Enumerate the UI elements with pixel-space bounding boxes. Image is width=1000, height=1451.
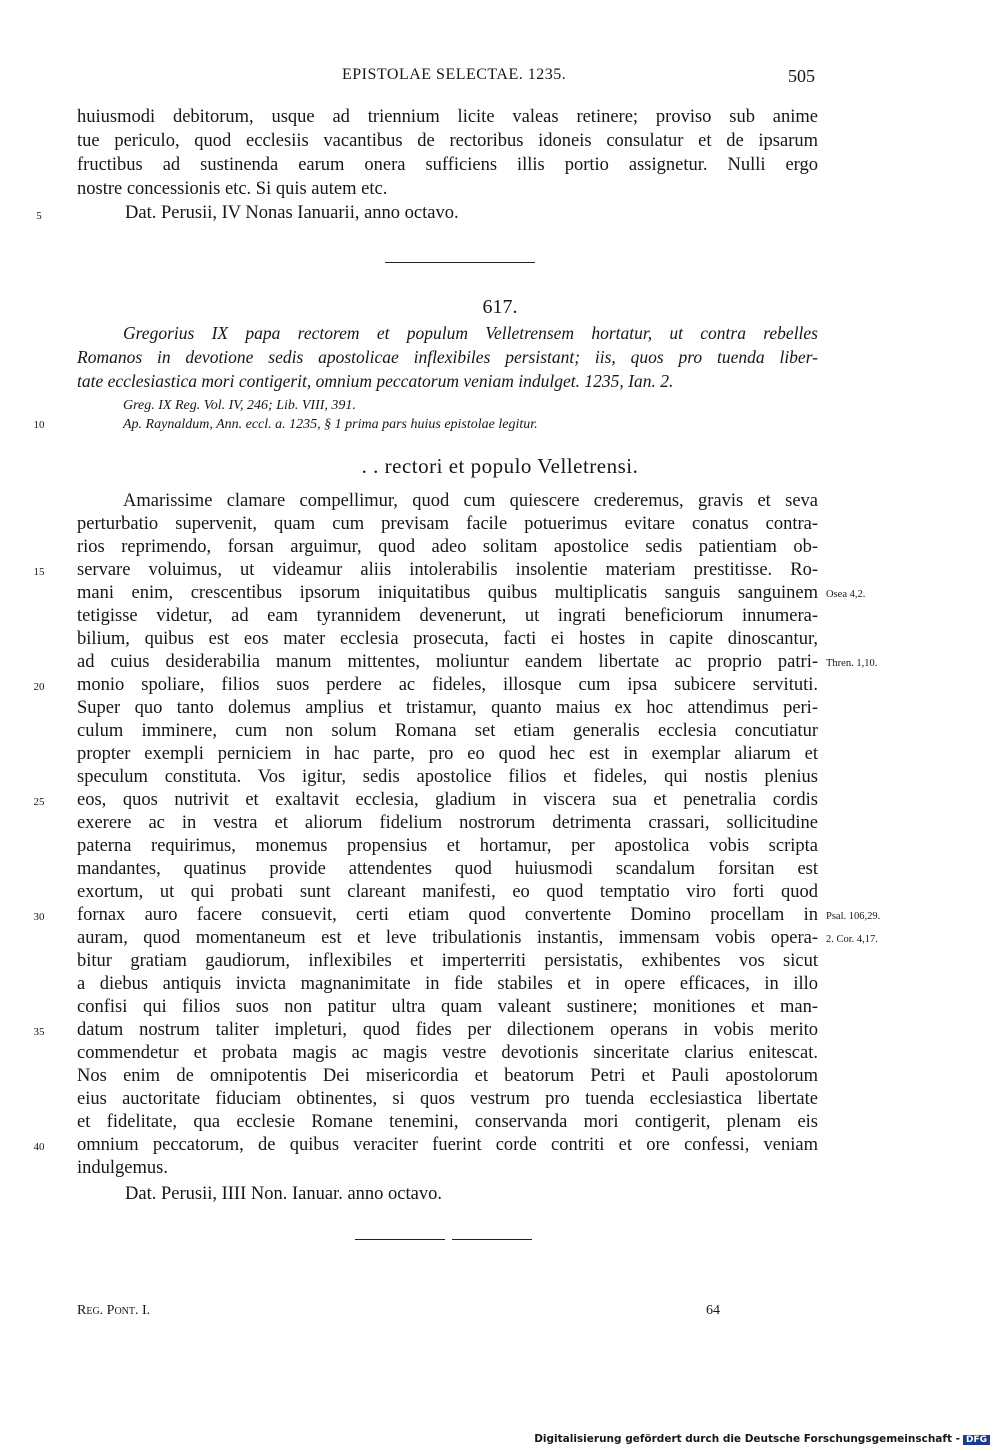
dat-line: Dat. Perusii, IV Nonas Ianuarii, anno octavo.: [125, 203, 459, 223]
body-line: Amarissime clamare compellimur, quod cum quiescere crederemus, gravis et seva: [123, 491, 818, 511]
letter-number: 617.: [482, 296, 518, 318]
body-line: servare voluimus, ut videamur aliis intolerabilis insolentie materiam prestitisse. Ro-: [77, 560, 818, 580]
credit-text: Digitalisierung gefördert durch die Deutsche Forschungsgemeinschaft -: [534, 1433, 960, 1445]
line-number: 40: [33, 1141, 45, 1153]
line-number: 10: [33, 419, 45, 431]
text-line: fructibus ad sustinenda earum onera sufficiens illis portio assignetur. Nulli ergo: [77, 155, 818, 175]
body-line: culum imminere, cum non solum Romana set etiam generalis ecclesia concutiatur: [77, 721, 818, 741]
source-line: Greg. IX Reg. Vol. IV, 246; Lib. VIII, 391.: [123, 398, 356, 413]
body-line: fornax auro facere consuevit, certi etiam quod convertente Domino procellam in: [77, 905, 818, 925]
body-line: exortum, ut qui probati sunt clareant manifesti, eo quod temptatio viro forti quod: [77, 882, 818, 902]
divider: [452, 1239, 532, 1240]
body-line: omnium peccatorum, de quibus veraciter fuerint corde contriti et ore confessi, veniam: [77, 1135, 818, 1155]
marginal-reference: Psal. 106,29.: [826, 911, 881, 922]
body-line: indulgemus.: [77, 1158, 168, 1178]
body-line: monio spoliare, filios suos perdere ac fideles, illosque cum ipsa subicere servituti.: [77, 675, 818, 695]
body-line: bilium, quibus est eos mater ecclesia prosecuta, facti ei hostes in capite dinoscantur,: [77, 629, 818, 649]
text-line: tue periculo, quod ecclesiis vacantibus de rectoribus idoneis consulatur et de ipsarum: [77, 131, 818, 151]
body-line: speculum constituta. Vos igitur, sedis apostolice filios et fideles, qui nostis plenius: [77, 767, 818, 787]
summary-line: Romanos in devotione sedis apostolicae inflexibiles persistant; iis, quos pro tuenda liber-: [77, 347, 818, 367]
running-title: EPISTOLAE SELECTAE. 1235.: [342, 66, 567, 83]
sheet-number: 64: [706, 1303, 720, 1318]
body-line: paterna requirimus, monemus propensius et hortamur, per apostolica vobis scripta: [77, 836, 818, 856]
body-line: rios reprimendo, forsan arguimur, quod adeo solitam apostolice sedis patientiam ob-: [77, 537, 818, 557]
body-line: tetigisse videtur, ad eam tyrannidem devenerunt, ut ingrati beneficiorum innumera-: [77, 606, 818, 626]
body-line: ad cuius desiderabilia manum mittentes, moliuntur eandem libertate ac proprio patri-: [77, 652, 818, 672]
page-number: 505: [788, 66, 815, 86]
dfg-logo: DFG: [963, 1435, 990, 1445]
body-line: commendetur et probata magis ac magis vestre devotionis sinceritate clarius enitescat.: [77, 1043, 818, 1063]
digitization-credit: [534, 1433, 990, 1445]
body-line: Nos enim de omnipotentis Dei misericordia et beatorum Petri et Pauli apostolorum: [77, 1066, 818, 1086]
summary-line: tate ecclesiastica mori contigerit, omnium peccatorum veniam indulget. 1235, Ian. 2.: [77, 371, 674, 391]
line-number: 20: [33, 681, 45, 693]
body-line: eos, quos nutrivit et exaltavit ecclesia, gladium in viscera sua et penetralia cordis: [77, 790, 818, 810]
text-line: nostre concessionis etc. Si quis autem etc.: [77, 179, 388, 199]
body-line: Super quo tanto dolemus amplius et tristamur, quanto maius ex hoc attendimus peri-: [77, 698, 818, 718]
line-number: 5: [36, 210, 42, 222]
body-line: auram, quod momentaneum est et leve tribulationis instantis, immensam vobis opera-: [77, 928, 818, 948]
body-line: mani enim, crescentibus ipsorum iniquitatibus quibus multiplicatis sanguis sanguinem: [77, 583, 818, 603]
dat-line: Dat. Perusii, IIII Non. Ianuar. anno octavo.: [125, 1184, 442, 1204]
body-line: datum nostrum taliter impleturi, quod fides per dilectionem operans in vobis merito: [77, 1020, 818, 1040]
letter-address: . . rectori et populo Velletrensi.: [361, 454, 639, 478]
line-number: 35: [33, 1026, 45, 1038]
summary-line: Gregorius IX papa rectorem et populum Velletrensem hortatur, ut contra rebelles: [123, 323, 818, 343]
line-number: 30: [33, 911, 45, 923]
divider: [385, 262, 535, 263]
body-line: bitur gratiam gaudiorum, inflexibiles et imperterriti persistatis, exhibentes vos sicut: [77, 951, 818, 971]
line-number: 15: [33, 566, 45, 578]
body-line: perturbatio supervenit, quam cum previsam facile potuerimus evitare conatus contra-: [77, 514, 818, 534]
marginal-reference: 2. Cor. 4,17.: [826, 934, 878, 945]
marginal-reference: Thren. 1,10.: [826, 658, 878, 669]
signature-mark: Reg. Pont. I.: [77, 1303, 151, 1318]
body-line: eius auctoritate fiduciam obtinentes, si quos vestrum pro tuenda ecclesiastica libertate: [77, 1089, 818, 1109]
body-line: exerere ac in vestra et aliorum fidelium nostrorum detrimenta crassari, sollicitudine: [77, 813, 818, 833]
body-line: a diebus antiquis invicta magnanimitate in fide stabiles et in opere efficaces, in illo: [77, 974, 818, 994]
body-line: confisi qui filios suos non patitur ultra quam valeant sustinere; monitiones et man-: [77, 997, 818, 1017]
divider: [355, 1239, 445, 1240]
marginal-reference: Osea 4,2.: [826, 589, 866, 600]
body-line: et fidelitate, qua ecclesie Romane tenemini, conservanda mori contigerit, plenam eis: [77, 1112, 818, 1132]
source-line: Ap. Raynaldum, Ann. eccl. a. 1235, § 1 prima pars huius epistolae legitur.: [123, 417, 538, 432]
line-number: 25: [33, 796, 45, 808]
body-line: propter exempli perniciem in hac parte, pro eo quod hec est in exemplar aliarum et: [77, 744, 818, 764]
text-line: huiusmodi debitorum, usque ad triennium licite valeas retinere; proviso sub anime: [77, 107, 818, 127]
body-line: mandantes, quatinus provide attendentes quod huiusmodi scandalum forsitan est: [77, 859, 818, 879]
